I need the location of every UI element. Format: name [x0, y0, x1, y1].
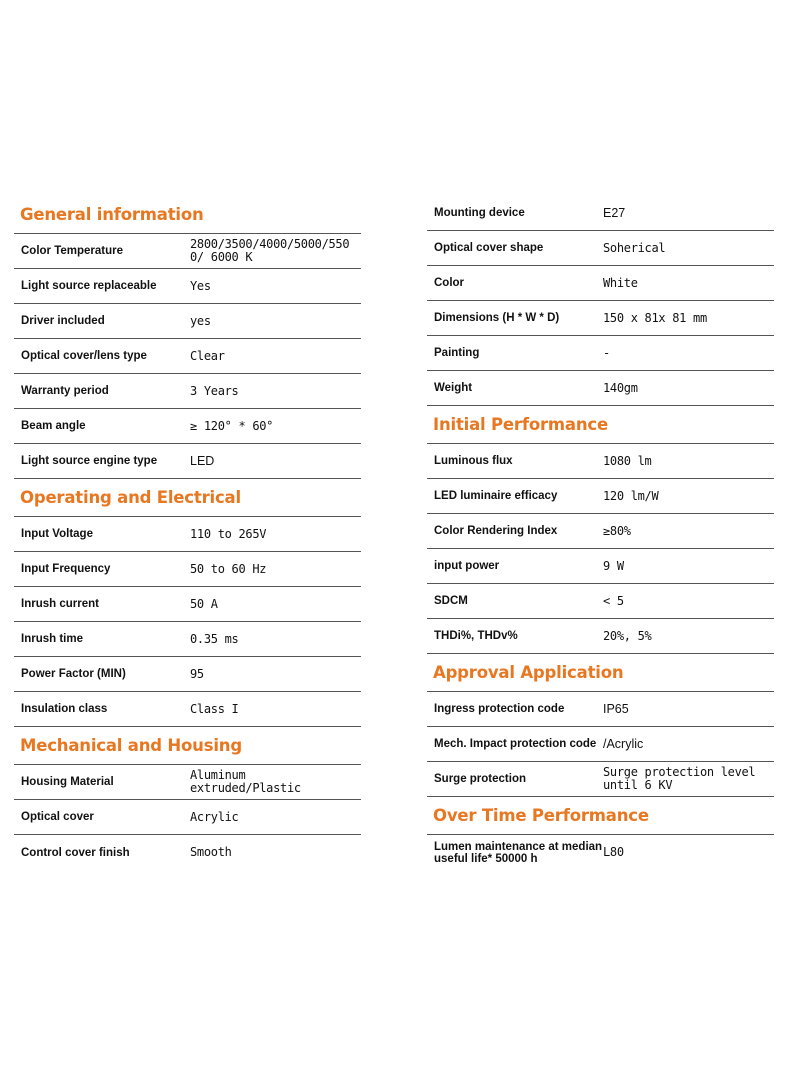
spec-row	[427, 479, 774, 514]
spec-label: Lumen maintenance at median useful life* 50000 h	[434, 840, 603, 865]
spec-value: /Acrylic	[603, 737, 644, 751]
spec-value: 50 to 60 Hz	[190, 562, 267, 576]
spec-value: 50 A	[190, 597, 218, 611]
spec-label: THDi%, THDv%	[434, 630, 518, 642]
spec-label: Luminous flux	[434, 455, 513, 467]
right-column	[427, 196, 774, 870]
spec-value: yes	[190, 314, 211, 328]
spec-label: LED luminaire efficacy	[434, 490, 558, 502]
spec-label: Mech. Impact protection code	[434, 738, 597, 750]
spec-label: SDCM	[434, 595, 468, 607]
spec-label: Dimensions (H * W * D)	[434, 312, 560, 324]
spec-label: Inrush current	[21, 598, 99, 610]
spec-value: Acrylic	[190, 810, 239, 824]
spec-row	[427, 444, 774, 479]
spec-value: 0.35 ms	[190, 632, 239, 646]
spec-row	[427, 231, 774, 266]
spec-label: Power Factor (MIN)	[21, 668, 126, 680]
spec-row	[427, 835, 774, 870]
spec-row	[14, 587, 361, 622]
section-title-general: General information	[14, 196, 361, 234]
spec-value: 120 lm/W	[603, 489, 659, 503]
spec-label: Weight	[434, 382, 473, 394]
spec-value: Yes	[190, 279, 211, 293]
spec-value: 1080 lm	[603, 454, 652, 468]
spec-label: input power	[434, 560, 500, 572]
spec-row	[14, 552, 361, 587]
spec-value: ≥80%	[603, 524, 631, 538]
spec-value: E27	[603, 206, 626, 220]
spec-label: Mounting device	[434, 207, 525, 219]
spec-value: Clear	[190, 349, 225, 363]
spec-row	[427, 514, 774, 549]
spec-label: Input Frequency	[21, 563, 111, 575]
spec-row	[427, 727, 774, 762]
spec-value: IP65	[603, 702, 629, 716]
spec-value: < 5	[603, 594, 624, 608]
spec-row	[14, 622, 361, 657]
spec-row	[427, 336, 774, 371]
spec-label: Insulation class	[21, 703, 108, 715]
spec-row	[14, 692, 361, 727]
spec-value: -	[603, 346, 610, 360]
spec-value: L80	[603, 846, 624, 859]
spec-value: 3 Years	[190, 384, 239, 398]
spec-label: Light source replaceable	[21, 280, 157, 292]
section-title-initial: Initial Performance	[427, 406, 774, 444]
spec-label: Inrush time	[21, 633, 83, 645]
spec-label: Ingress protection code	[434, 703, 565, 715]
spec-row	[427, 196, 774, 231]
spec-row	[427, 762, 774, 797]
spec-label: Surge protection	[434, 773, 527, 785]
spec-label: Optical cover shape	[434, 242, 544, 254]
spec-row	[427, 549, 774, 584]
spec-row	[427, 619, 774, 654]
spec-row	[14, 800, 361, 835]
spec-value: Class I	[190, 702, 239, 716]
spec-row	[14, 657, 361, 692]
spec-row	[14, 304, 361, 339]
spec-label: Color Rendering Index	[434, 525, 558, 537]
spec-label: Color	[434, 277, 465, 289]
left-column	[14, 196, 361, 870]
spec-row	[14, 339, 361, 374]
section-title-approval: Approval Application	[427, 654, 774, 692]
spec-label: Color Temperature	[21, 245, 124, 257]
spec-row	[427, 692, 774, 727]
spec-label: Control cover finish	[21, 846, 130, 859]
spec-row	[14, 234, 361, 269]
spec-label: Optical cover/lens type	[21, 350, 147, 362]
section-title-mechanical: Mechanical and Housing	[14, 727, 361, 765]
spec-value: 150 x 81x 81 mm	[603, 311, 707, 325]
spec-label: Input Voltage	[21, 528, 93, 540]
spec-value: White	[603, 276, 638, 290]
spec-label: Warranty period	[21, 385, 109, 397]
spec-label: Optical cover	[21, 811, 94, 823]
spec-value: 9 W	[603, 559, 624, 573]
spec-value: 110 to 265V	[190, 527, 267, 541]
spec-row	[14, 517, 361, 552]
spec-value: Aluminum extruded/Plastic	[190, 769, 301, 795]
spec-row	[427, 301, 774, 336]
spec-label: Housing Material	[21, 776, 114, 788]
spec-label: Beam angle	[21, 420, 86, 432]
spec-value: 20%, 5%	[603, 629, 652, 643]
spec-row	[14, 269, 361, 304]
spec-row	[14, 374, 361, 409]
spec-value: Surge protection level until 6 KV	[603, 766, 756, 792]
spec-row	[14, 409, 361, 444]
spec-label: Light source engine type	[21, 455, 158, 467]
section-title-operating: Operating and Electrical	[14, 479, 361, 517]
spec-row	[14, 835, 361, 870]
spec-row	[427, 371, 774, 406]
spec-row	[14, 765, 361, 800]
spec-row	[427, 266, 774, 301]
spec-value: ≥ 120° * 60°	[190, 419, 274, 433]
spec-value: 2800/3500/4000/5000/5500/ 6000 K	[190, 238, 350, 264]
spec-value: Smooth	[190, 846, 232, 859]
section-title-overtime: Over Time Performance	[427, 797, 774, 835]
spec-value: Soherical	[603, 241, 666, 255]
spec-value: 140gm	[603, 381, 638, 395]
spec-value: 95	[190, 667, 204, 681]
spec-row	[427, 584, 774, 619]
spec-row	[14, 444, 361, 479]
spec-label: Painting	[434, 347, 480, 359]
spec-value: LED	[190, 454, 215, 468]
spec-label: Driver included	[21, 315, 105, 327]
